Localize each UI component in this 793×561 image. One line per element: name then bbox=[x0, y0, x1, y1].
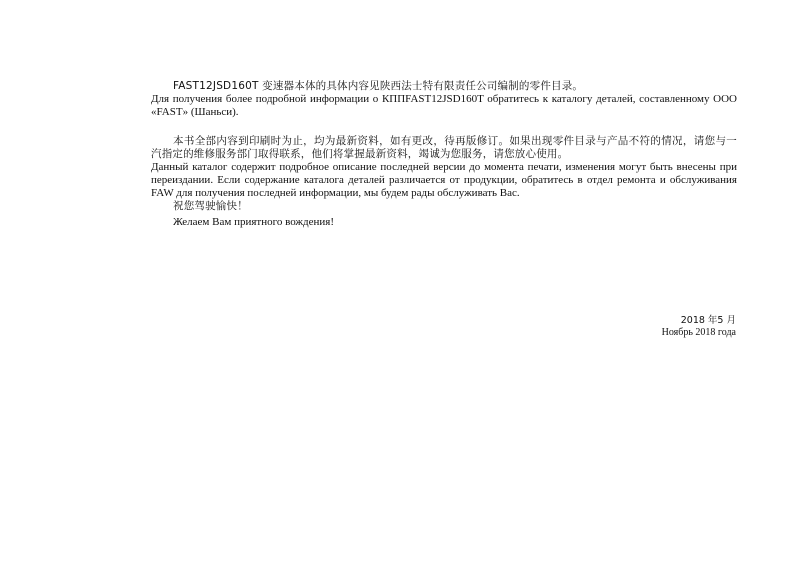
date-chinese: 2018 年5 月 bbox=[680, 315, 736, 326]
date-russian: Ноябрь 2018 года bbox=[661, 327, 736, 338]
paragraph-2-russian: Данный каталог содержит подробное описание последней версии до момента печати, изменения могут быть внесены при переиздании. Если содержание каталога деталей различается от продукции, обратитесь в отдел ремонта и обслуживания FAW для получения последней информации, мы будем рады обслуживать Вас. bbox=[151, 161, 737, 199]
date-block bbox=[662, 315, 736, 339]
closing-chinese: 祝您驾驶愉快！ bbox=[173, 200, 248, 212]
paragraph-1-russian: Для получения более подробной информации о КППFAST12JSD160T обратитесь к каталогу деталей, составленному ООО «FAST» (Шаньси). bbox=[151, 93, 737, 118]
closing-russian: Желаем Вам приятного вождения! bbox=[173, 216, 335, 228]
paragraph-2-chinese: 本书全部内容到印刷时为止，均为最新资料，如有更改，待再版修订。如果出现零件目录与产品不符的情况，请您与一汽指定的维修服务部门取得联系，他们将掌握最新资料，竭诚为您服务，请您放心使用。 bbox=[151, 135, 737, 160]
document-body bbox=[151, 80, 737, 229]
paragraph-1-chinese: FAST12JSD160T 变速器本体的具体内容见陕西法士特有限责任公司编制的零件目录。 bbox=[173, 80, 584, 92]
